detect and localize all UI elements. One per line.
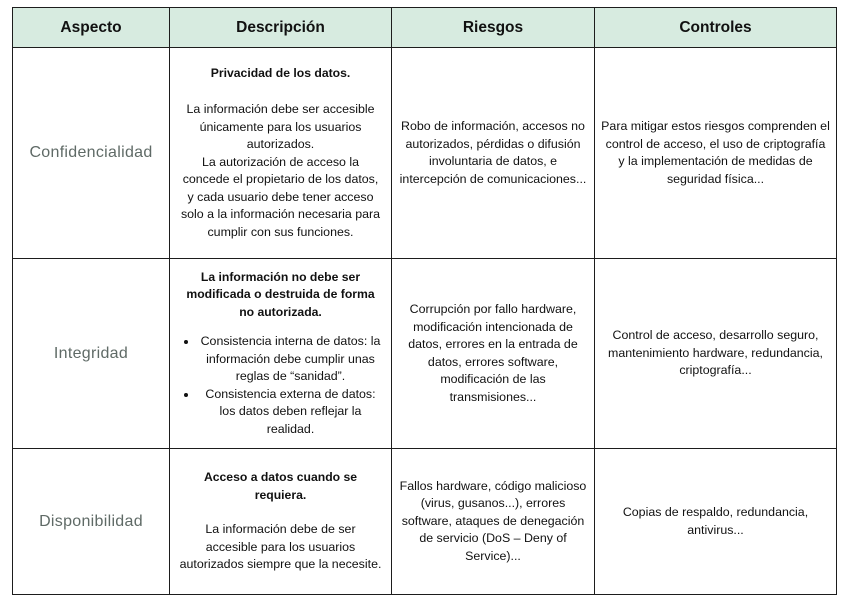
controls-cell: Para mitigar estos riesgos comprenden el control de acceso, el uso de criptografía y la implementación de medidas de seguridad física...	[595, 48, 837, 259]
aspect-cell: Integridad	[13, 259, 170, 449]
table-row	[13, 48, 837, 259]
header-descripcion: Descripción	[170, 8, 392, 48]
description-text: La información debe de ser accesible para los usuarios autorizados siempre que la necesite.	[179, 522, 382, 572]
header-controles: Controles	[595, 8, 837, 48]
description-bullet: • Consistencia externa de datos: los datos deben reflejar la realidad.	[198, 386, 383, 439]
description-title: La información no debe ser modificada o destruida de forma no autorizada.	[186, 269, 375, 319]
controls-cell: Control de acceso, desarrollo seguro, mantenimiento hardware, redundancia, criptografía...	[595, 259, 837, 449]
description-bullet-list	[178, 333, 383, 438]
description-cell	[170, 449, 392, 595]
aspect-cell: Disponibilidad	[13, 449, 170, 595]
risks-cell: Robo de información, accesos no autorizados, pérdidas o difusión involuntaria de datos, e intercepción de comunicaciones...	[392, 48, 595, 259]
aspect-cell: Confidencialidad	[13, 48, 170, 259]
header-riesgos: Riesgos	[392, 8, 595, 48]
cia-table	[12, 7, 837, 595]
description-text: La información debe ser accesible únicamente para los usuarios autorizados.	[186, 102, 375, 152]
description-title: Privacidad de los datos.	[210, 65, 351, 80]
risks-cell: Corrupción por fallo hardware, modificación intencionada de datos, errores en la entrada de datos, errores software, modificación de las transmisiones...	[392, 259, 595, 449]
table-header-row	[13, 8, 837, 48]
description-cell	[170, 48, 392, 259]
description-bullet: • Consistencia interna de datos: la información debe cumplir unas reglas de “sanidad”.	[198, 333, 383, 386]
table-row	[13, 449, 837, 595]
description-title: Acceso a datos cuando se requiera.	[203, 470, 358, 502]
controls-cell: Copias de respaldo, redundancia, antivirus...	[595, 449, 837, 595]
risks-cell: Fallos hardware, código malicioso (virus, gusanos...), errores software, ataques de denegación de servicio (DoS – Deny of Service)...	[392, 449, 595, 595]
table-row	[13, 259, 837, 449]
description-cell	[170, 259, 392, 449]
description-text: La autorización de acceso la concede el propietario de los datos, y cada usuario debe tener acceso solo a la información necesaria para cumplir con sus funciones.	[180, 154, 381, 239]
header-aspecto: Aspecto	[13, 8, 170, 48]
